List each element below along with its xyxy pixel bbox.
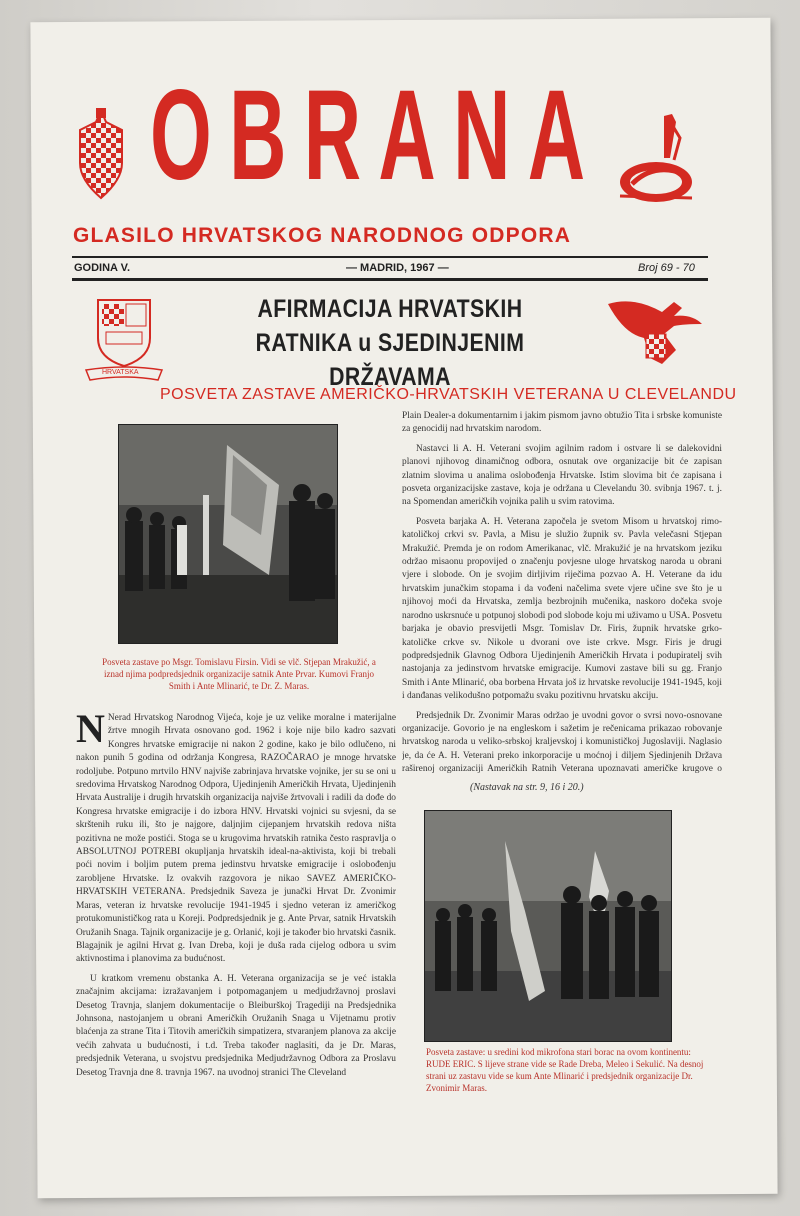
right-paragraph-4: Predsjednik Dr. Zvonimir Maras održao je uvodni govor o svrsi novo-osnovane organizacije. Govorio je na engleskom i sažetim je rečenicama prikazao robovanje hrvatskog naroda u veliko-srbskoj kraljevskoj i komunističkoj Jugoslaviji. Naglasio je, da će A. H. Veterani preko inkorporacije u moćnoj i diljem Sjedinjenih Država raširenoj organizaciji Američkih Ratnih Veterana upoznavati američke krugove o — [402, 710, 722, 775]
masthead-subtitle: GLASILO HRVATSKOG NARODNOG ODPORA — [73, 224, 572, 247]
photo-2-caption: Posveta zastave: u sredini kod mikrofona stari borac na ovom kontinentu: RUDE ERIC. S lijeve strane vide se Rade Dreba, Meleo i Sekulić. Na desnoj strani uz zastavu vide se kum Ante Mlinarić i predsjednik organizacije Dr. Zvonimir Maras. — [426, 1047, 704, 1093]
article-left-column — [76, 712, 396, 1104]
photo-1-caption: Posveta zastave po Msgr. Tomislavu Firsin. Vidi se vlč. Stjepan Mrakužić, a iznad njima podpredsjednik organizacije satnik Ante Prvar. Kumovi Franjo Smith i Ante Mlinarić, te Dr. Z. Maras. — [102, 657, 376, 691]
right-paragraph-2: Nastavci li A. H. Veterani svojim agilnim radom i ostvare li se dalekovidni planovi njihovog dinamičnog odbora, osnutak ove organizacije bit će zapisan zlatnim slovima u analima oslobođenja Hrvatske. Istim slovima bit će zapisana i posveta organizacijske zastave, koja je održana u Clevelandu 30. svibnja 1967. t. j. na Spomendan američkih vojnika palih u svim ratovima. — [402, 443, 722, 508]
eagle-flag-icon — [604, 294, 704, 368]
article-right-column — [402, 410, 722, 778]
place-date: — MADRID, 1967 — — [346, 262, 449, 274]
flag-dedication-photo-1 — [118, 424, 338, 644]
left-paragraph-1 — [76, 712, 396, 967]
headline-line-2: DRŽAVAMA — [329, 363, 451, 391]
left-paragraph-2: U kratkom vremenu obstanka A. H. Veterana organizacija se je već istakla značajnim akcijama: izražavanjem i potpomaganjem u medjudržavnoj proslavi Desetog Travnja, slanjem dokumentacije o Bleiburškoj Tragediji na Predsjednika Johnsona, nastojanjem u obrani Američkih Oružanih Snaga u Vijetnamu protiv blaćenja za strane Tita i Titovih američkih simpatizera, stvaranjem planova za akcije većih zahvata u budućnosti, i t.d. Treba također naglasiti, da je Dr. Maras, predsjednik Veterana, u svojstvu predsjednika Medjudržavnog Odbora za Proslavu Desetog Travnja dne 8. travnja 1967. na uvodnoj stranici The Cleveland — [76, 973, 396, 1078]
bottom-rule — [72, 278, 708, 281]
top-rule — [72, 256, 708, 258]
continued-note: (Nastavak na str. 9, 16 i 20.) — [470, 782, 584, 793]
article-headline — [220, 292, 560, 394]
emblem-label: HRVATSKA — [102, 369, 139, 376]
issue-number: Broj 69 - 70 — [638, 262, 695, 274]
right-paragraph-3: Posveta barjaka A. H. Veterana započela je svetom Misom u hrvatskoj rimo-katoličkoj crkvi sv. Pavla, a Misu je služio župnik sv. Pavla velečasni Stjepan Mrakužić. Premda je on rodom Amerikanac, vlč. Mrakužić je na hrvatskom jeziku održao misaonu propovijed o značenju povjesne uloge hrvatskog naroda u obrani vjere i slobode. On je svojim dirljivim riječima pozvao A. H. Veterane da idu hrvatskim junačkim stopama i da vođeni načelima svete vjere učine sve što je u njihovoj moći da Hrvatska, zemlja bezbrojnih mučenika, naskoro dočeka svoje narodno uskrsnuće u potpunoj slobodi pod slobode koju mi uživamo u USA. Posvetu barjaka je obavio presvijetli Msgr. Tomislav Dr. Firis, župnik hrvatske grko-katoličke crkve sv. Nikole u dvorani ove iste crkve. Msgr. Firis je drugi podpredsjednik Glavnog Odbora Ujedinjenih Američkih Hrvata i podupiratelj svih nastojanja za jedinstvom hrvatske emigracije. Kumovi zastave bili su gg. Franjo Smith i Ante Mlinarić, oba borbena Hrvata još iz hrvatske revolucije 1941-1945, koji i danđanas velikodušno potpomažu svaku pozitivnu hrvatsku akciju. — [402, 516, 722, 702]
flag-dedication-photo-2 — [424, 810, 672, 1042]
article-subhead: POSVETA ZASTAVE AMERIČKO-HRVATSKIH VETERANA U CLEVELANDU — [160, 386, 737, 403]
headline-line-1: AFIRMACIJA HRVATSKIH RATNIKA u SJEDINJENIM — [255, 295, 525, 357]
drop-cap-letter: N — [76, 712, 105, 751]
right-paragraph-1: Plain Dealer-a dokumentarnim i jakim pismom javno obtužio Tita i srbske komuniste za genocidij nad hrvatskim narodom. — [402, 411, 722, 435]
hand-dagger-icon — [614, 112, 700, 210]
year-label: GODINA V. — [74, 262, 131, 274]
masthead-title: OBRANA — [150, 64, 603, 207]
chequered-shield-icon — [76, 108, 126, 200]
left-paragraph-1-text: Nerad Hrvatskog Narodnog Vijeća, koje je uz velike moralne i materijalne žrtve mnogih Hrvata osnovano god. 1962 i koje nije bilo kadro sazvati Kongres hrvatske emigracije ni nakon 2 godine, kako je bilo odlučeno, ni nakon punih 5 godina od održanja Kongresa, RAZOČARAO je mnoge hrvatske rodoljube. Potpuno mrtvilo HNV najviše zabrinjava hrvatske vojnike, jer su se oni u sredovima Hrvatskog Narodnog Odpora, Ujedinjenih Američkih Hrvata, Ujedinjenih Hrvata Australije i drugih hrvatskih organizacija najviše žrtvovali i radili da dođe do Kongresa hrvatske emigracije i do izbora HNV. Hrvatski vojnici su svjesni, da se skrštenih ruku ili, što je najgore, daljnjim cijepanjem hrvatskih redova ništa pozitivna ne može postići. Stoga se u krugovima hrvatskih ratnika često raspravlja o ABSOLUTNOJ POTREBI okupljanja hrvatskih ideal-na-aktivista, koji bi trebali poći novim i boljim putem prema jedinstvu hrvatske emigracije i oslobođenju zarobljene Hrvatske. Iz ovakvih razgovora je nikao SAVEZ AMERIČKO-HRVATSKIH VETERANA. Predsjednik Saveza je junački Hrvat Dr. Zvonimir Maras, veteran iz hrvatske revolucije 1941-1945 i sjedno veteran iz američkog protukomunističkog rata u Koreji. Podpredsjednik je g. Ante Prvar, satnik Hrvatskih Oružanih Snaga. Tajnik organizacije je g. Orlanić, koji je također bio hrvatski časnik. Blagajnik je agilni Hrvat g. Ivan Dreba, koji je duša rada cijelog odbora u svim aktivnostima i planovima za budućnost. — [76, 713, 396, 965]
